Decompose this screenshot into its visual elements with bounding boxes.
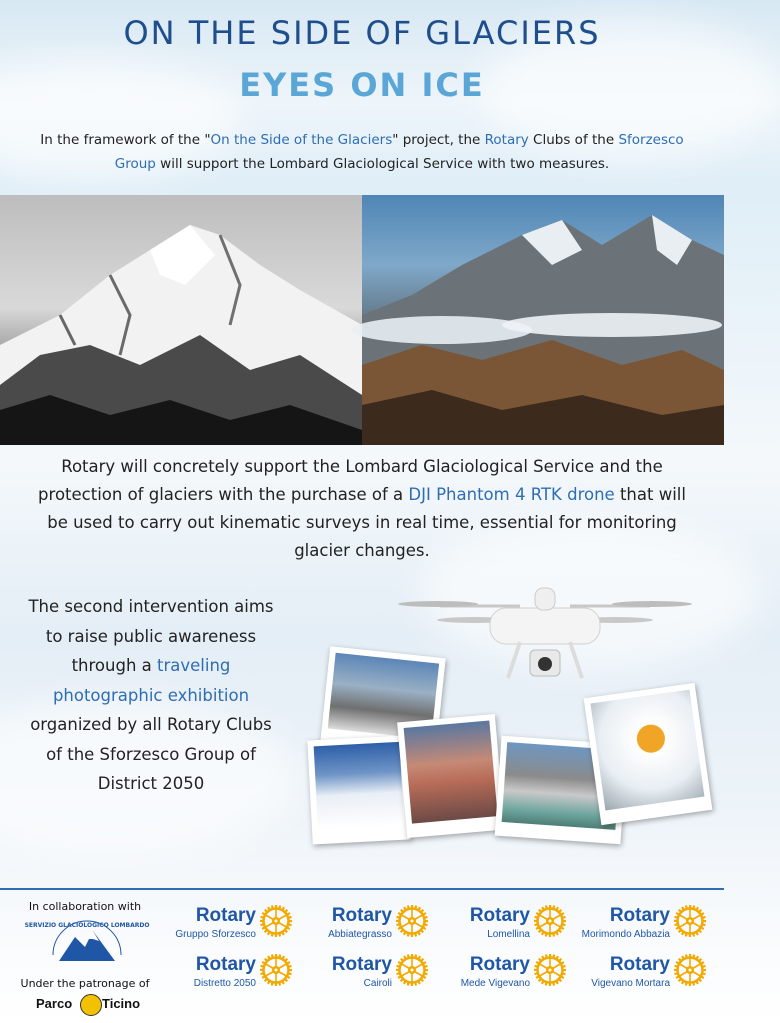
rotary-club-4	[158, 952, 298, 998]
rotary-club-name: Gruppo Sforzesco	[175, 929, 256, 940]
historic-glacier-photo	[0, 195, 362, 445]
rotary-wordmark: Rotary	[609, 905, 670, 926]
rotary-wheel-icon	[534, 954, 566, 986]
rotary-wordmark: Rotary	[195, 954, 256, 975]
rotary-wheel-icon	[674, 905, 706, 937]
rotary-club-0	[158, 903, 298, 949]
rotary-wheel-icon	[396, 954, 428, 986]
rotary-club-name: Vigevano Mortara	[591, 978, 670, 989]
rotary-club-name: Distretto 2050	[193, 978, 256, 989]
exhibition-highlight: traveling photographic exhibition	[52, 656, 250, 705]
page-subtitle: EYES ON ICE	[239, 66, 485, 104]
exhibition-photo-hiker	[307, 736, 410, 845]
rotary-wheel-icon	[260, 954, 292, 986]
rotary-wheel-icon	[260, 905, 292, 937]
rotary-wordmark: Rotary	[609, 954, 670, 975]
rotary-club-name: Morimondo Abbazia	[581, 929, 670, 940]
rotary-club-3	[572, 903, 712, 949]
glaciological-service-logo	[24, 915, 150, 973]
rotary-wheel-icon	[396, 905, 428, 937]
project-name: On the Side of the Glaciers	[210, 132, 393, 148]
rotary-club-2	[432, 903, 572, 949]
parco-ticino-emblem-icon	[80, 994, 102, 1016]
parco-ticino-logo: Parco Ticino	[36, 993, 136, 1017]
drone-highlight: DJI Phantom 4 RTK drone	[408, 485, 615, 504]
modern-glacier-photo	[362, 195, 724, 445]
page-title: ON THE SIDE OF GLACIERS	[123, 14, 601, 52]
rotary-club-7	[572, 952, 712, 998]
rotary-wordmark: Rotary	[469, 905, 530, 926]
measure-one-paragraph: Rotary will concretely support the Lombard Glaciological Service and the protection of glaciers with the purchase of a DJI Phantom 4 RTK drone that will be used to carry out kinematic surveys in real time, essential for monitoring glacier changes.	[38, 457, 686, 560]
intro-paragraph: In the framework of the "On the Side of the Glaciers" project, the Rotary Clubs of the Sforzesco Group will support the Lombard Glaciological Service with two measures.	[40, 132, 684, 172]
patronage-label: Under the patronage of	[20, 977, 150, 990]
exhibition-photo-sunset-peak	[397, 714, 505, 838]
rotary-wordmark: Rotary	[331, 954, 392, 975]
rotary-club-6	[432, 952, 572, 998]
collaboration-label: In collaboration with	[28, 900, 142, 913]
rotary-club-1	[294, 903, 434, 949]
rotary-wordmark: Rotary	[331, 905, 392, 926]
rotary-club-name: Cairoli	[363, 978, 392, 989]
rotary-club-name: Abbiategrasso	[328, 929, 392, 940]
glaciological-logo-text: SERVIZIO GLACIOLOGICO LOMBARDO	[24, 922, 150, 929]
group-highlight: Sforzesco Group	[114, 132, 684, 172]
rotary-wheel-icon	[534, 905, 566, 937]
rotary-club-name: Mede Vigevano	[460, 978, 530, 989]
measure-two-paragraph: The second intervention aims to raise public awareness through a traveling photographic exhibition organized by all Rotary Clubs of the Sforzesco Group of District 2050	[28, 597, 274, 793]
glacier-comparison-photos	[0, 195, 724, 445]
rotary-club-5	[294, 952, 434, 998]
exhibition-photo-researcher	[584, 683, 713, 825]
rotary-club-name: Lomellina	[487, 929, 530, 940]
rotary-wordmark: Rotary	[195, 905, 256, 926]
rotary-wheel-icon	[674, 954, 706, 986]
footer-divider	[0, 888, 724, 890]
rotary-wordmark: Rotary	[469, 954, 530, 975]
rotary-highlight: Rotary	[484, 132, 529, 148]
